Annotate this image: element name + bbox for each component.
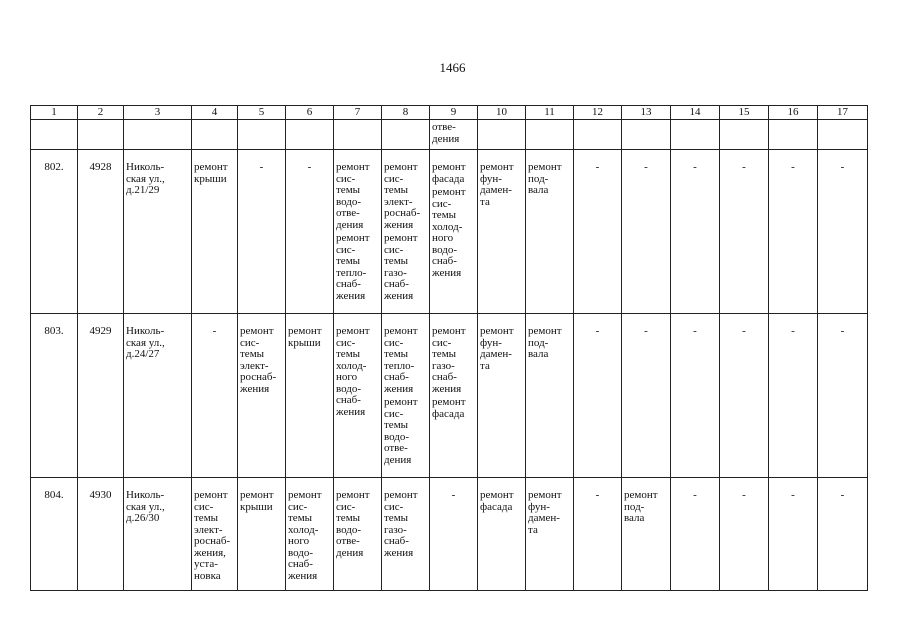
work-cell-col-16 — [769, 150, 818, 314]
work-item: ремонт фасада — [480, 489, 514, 513]
work-cell-col-9 — [430, 150, 478, 314]
column-number-5: 5 — [238, 106, 286, 120]
address — [124, 314, 192, 478]
cell — [382, 120, 430, 150]
cell — [31, 120, 78, 150]
work-cell-col-14 — [671, 314, 720, 478]
empty-dash: - — [212, 325, 217, 337]
address — [124, 150, 192, 314]
empty-dash: - — [259, 161, 264, 173]
work-item: ремонт сис- темы тепло- снаб- жения — [384, 325, 418, 395]
work-cell-col-6 — [286, 478, 334, 591]
address-text: Николь- ская ул., д.26/30 — [126, 489, 165, 524]
address — [124, 478, 192, 591]
cell — [478, 120, 526, 150]
cell — [78, 120, 124, 150]
work-cell-col-5 — [238, 150, 286, 314]
empty-dash: - — [595, 161, 600, 173]
work-cell-col-11 — [526, 150, 574, 314]
continuation-row — [31, 120, 868, 150]
work-cell-col-12 — [574, 478, 622, 591]
empty-dash: - — [595, 325, 600, 337]
empty-dash: - — [840, 161, 845, 173]
work-cell-col-5 — [238, 314, 286, 478]
cell — [671, 120, 720, 150]
work-cell-col-8 — [382, 314, 430, 478]
work-cell-col-11 — [526, 314, 574, 478]
cell — [622, 120, 671, 150]
work-cell-col-8 — [382, 150, 430, 314]
work-cell-col-6 — [286, 314, 334, 478]
work-cell-col-4 — [192, 150, 238, 314]
page-number: 1466 — [439, 60, 466, 75]
building-code-text: 4930 — [89, 489, 112, 501]
column-number-17: 17 — [818, 106, 868, 120]
empty-dash: - — [644, 161, 648, 173]
cell — [526, 120, 574, 150]
work-cell-col-12 — [574, 150, 622, 314]
table-row — [31, 478, 868, 591]
work-cell-col-7 — [334, 150, 382, 314]
cell — [818, 120, 868, 150]
column-number-7: 7 — [334, 106, 382, 120]
empty-dash: - — [791, 489, 795, 501]
cell — [769, 120, 818, 150]
work-cell-col-16 — [769, 478, 818, 591]
column-number-3: 3 — [124, 106, 192, 120]
work-cell-col-17 — [818, 478, 868, 591]
empty-dash: - — [693, 161, 697, 173]
column-number-16: 16 — [769, 106, 818, 120]
work-cell-col-4 — [192, 478, 238, 591]
building-code — [78, 314, 124, 478]
building-code-text: 4928 — [89, 161, 112, 173]
row-number-text: 803. — [44, 325, 64, 337]
empty-dash: - — [840, 325, 845, 337]
work-cell-col-13 — [622, 314, 671, 478]
work-cell-col-10 — [478, 314, 526, 478]
work-cell-col-7 — [334, 478, 382, 591]
work-cell-col-15 — [720, 314, 769, 478]
work-cell-col-7 — [334, 314, 382, 478]
row-number-text: 802. — [44, 161, 64, 173]
cell — [430, 120, 478, 150]
work-cell-col-15 — [720, 150, 769, 314]
row-number — [31, 314, 78, 478]
work-item: отве- дения — [432, 121, 460, 145]
building-code-text: 4929 — [89, 325, 112, 337]
column-number-11: 11 — [526, 106, 574, 120]
work-cell-col-5 — [238, 478, 286, 591]
work-item: ремонт сис- темы газо- снаб- жения — [384, 232, 418, 302]
work-item: ремонт крыши — [288, 325, 322, 349]
empty-dash: - — [840, 489, 845, 501]
work-cell-col-14 — [671, 150, 720, 314]
empty-dash: - — [742, 489, 746, 501]
cell — [192, 120, 238, 150]
work-cell-col-8 — [382, 478, 430, 591]
cell — [286, 120, 334, 150]
row-number-text: 804. — [44, 489, 64, 501]
column-number-13: 13 — [622, 106, 671, 120]
work-cell-col-10 — [478, 150, 526, 314]
work-cell-col-9 — [430, 314, 478, 478]
work-item: ремонт под- вала — [528, 161, 562, 196]
work-item: ремонт фун- дамен- та — [480, 325, 514, 372]
column-number-10: 10 — [478, 106, 526, 120]
cell — [574, 120, 622, 150]
work-cell-col-14 — [671, 478, 720, 591]
work-cell-col-17 — [818, 150, 868, 314]
address-text: Николь- ская ул., д.24/27 — [126, 325, 165, 360]
work-cell-col-12 — [574, 314, 622, 478]
column-number-8: 8 — [382, 106, 430, 120]
empty-dash: - — [742, 325, 746, 337]
building-code — [78, 478, 124, 591]
work-item: ремонт сис- темы газо- снаб- жения — [384, 489, 418, 559]
column-number-header-row — [31, 106, 868, 120]
work-item: ремонт крыши — [240, 489, 274, 513]
work-cell-col-9 — [430, 478, 478, 591]
column-number-12: 12 — [574, 106, 622, 120]
empty-dash: - — [451, 489, 456, 501]
column-number-15: 15 — [720, 106, 769, 120]
table-row — [31, 314, 868, 478]
work-item: ремонт под- вала — [528, 325, 562, 360]
work-cell-col-10 — [478, 478, 526, 591]
empty-dash: - — [644, 325, 648, 337]
work-cell-col-13 — [622, 150, 671, 314]
empty-dash: - — [693, 325, 697, 337]
column-number-14: 14 — [671, 106, 720, 120]
address-text: Николь- ская ул., д.21/29 — [126, 161, 165, 196]
work-item: ремонт под- вала — [624, 489, 658, 524]
work-item: ремонт сис- темы тепло- снаб- жения — [336, 232, 370, 302]
table-row — [31, 150, 868, 314]
work-item: ремонт сис- темы элект- роснаб- жения — [240, 325, 277, 395]
repair-schedule-table — [30, 105, 868, 591]
row-number — [31, 150, 78, 314]
work-item: ремонт сис- темы элект- роснаб- жения — [384, 161, 421, 231]
work-cell-col-17 — [818, 314, 868, 478]
cell — [238, 120, 286, 150]
empty-dash: - — [307, 161, 312, 173]
cell — [334, 120, 382, 150]
column-number-6: 6 — [286, 106, 334, 120]
work-item: ремонт сис- темы холод- ного водо- снаб- жения — [288, 489, 322, 582]
row-number — [31, 478, 78, 591]
work-item: ремонт сис- темы водо- отве- дения — [384, 396, 418, 466]
empty-dash: - — [791, 325, 795, 337]
column-number-1: 1 — [31, 106, 78, 120]
work-cell-col-15 — [720, 478, 769, 591]
empty-dash: - — [791, 161, 795, 173]
column-number-9: 9 — [430, 106, 478, 120]
work-cell-col-13 — [622, 478, 671, 591]
cell — [720, 120, 769, 150]
work-cell-col-11 — [526, 478, 574, 591]
empty-dash: - — [595, 489, 600, 501]
work-item: ремонт фун- дамен- та — [480, 161, 514, 208]
work-item: ремонт фасада — [432, 396, 466, 420]
work-item: ремонт сис- темы водо- отве- дения — [336, 489, 370, 559]
empty-dash: - — [742, 161, 746, 173]
cell — [124, 120, 192, 150]
work-item: ремонт сис- темы холод- ного водо- снаб- жения — [432, 186, 466, 279]
work-cell-col-4 — [192, 314, 238, 478]
work-cell-col-6 — [286, 150, 334, 314]
column-number-2: 2 — [78, 106, 124, 120]
building-code — [78, 150, 124, 314]
work-item: ремонт сис- темы элект- роснаб- жения, уста- новка — [194, 489, 231, 582]
work-item: ремонт сис- темы холод- ного водо- снаб- жения — [336, 325, 370, 418]
work-cell-col-16 — [769, 314, 818, 478]
work-item: ремонт сис- темы газо- снаб- жения — [432, 325, 466, 395]
work-item: ремонт крыши — [194, 161, 228, 185]
work-item: ремонт фасада — [432, 161, 466, 185]
work-item: ремонт сис- темы водо- отве- дения — [336, 161, 370, 231]
empty-dash: - — [693, 489, 697, 501]
column-number-4: 4 — [192, 106, 238, 120]
work-item: ремонт фун- дамен- та — [528, 489, 562, 536]
